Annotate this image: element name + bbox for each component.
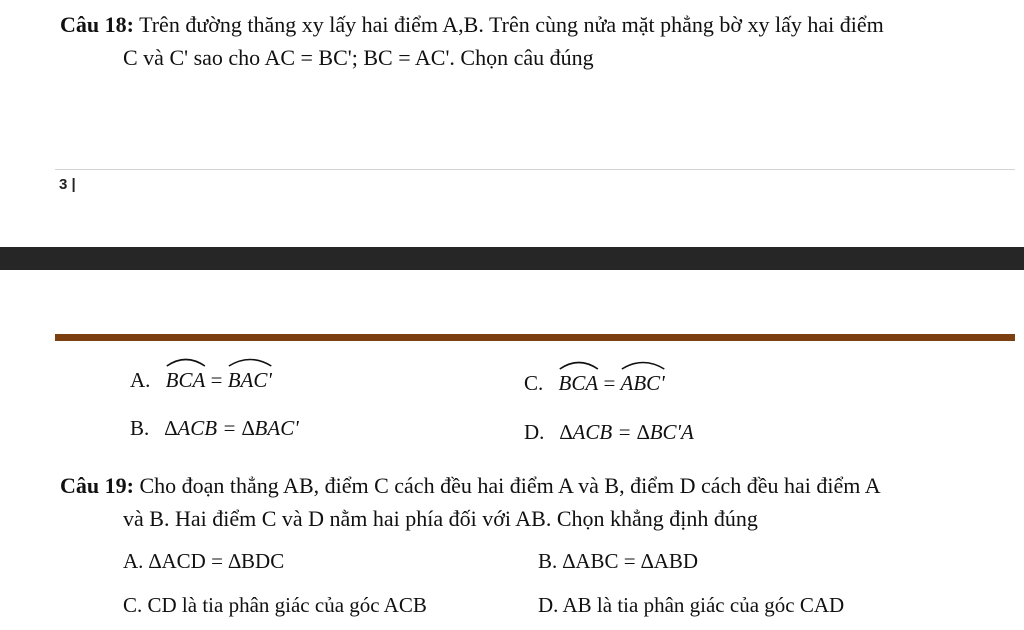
arc-mark-icon (228, 357, 272, 367)
q18-option-a-right-angle: BAC' (228, 364, 272, 394)
q18-option-a-letter: A. (130, 368, 151, 392)
q18-option-c-right-angle: ABC' (621, 367, 665, 397)
q18-option-d-letter: D. (524, 420, 545, 444)
question-19-label: Câu 19: (60, 473, 134, 498)
dark-band (0, 247, 1024, 270)
q18-option-c-letter: C. (524, 371, 544, 395)
q19-option-c[interactable]: C. CD là tia phân giác của góc ACB (123, 593, 427, 617)
q18-option-d-text: ∆ACB = ∆BC'A (559, 420, 694, 444)
question-19-line1: Cho đoạn thẳng AB, điểm C cách đều hai điểm A và B, điểm D cách đều hai điểm A (139, 473, 881, 498)
q19-option-a[interactable]: A. ∆ACD = ∆BDC (123, 549, 285, 573)
q18-option-a-left-angle: BCA (166, 364, 206, 394)
q18-option-c[interactable] (524, 367, 665, 397)
question-18-line2: C và C' sao cho AC = BC'; BC = AC'. Chọn câu đúng (123, 45, 594, 70)
q18-option-b-text: ∆ACB = ∆BAC' (164, 416, 299, 440)
q18-option-a[interactable] (130, 364, 272, 394)
arc-mark-icon (559, 360, 599, 370)
page-header-rule (55, 334, 1015, 341)
q19-option-d[interactable]: D. AB là tia phân giác của góc CAD (538, 593, 845, 617)
question-19 (60, 472, 881, 500)
q18-option-c-equals: = (603, 371, 616, 395)
arc-mark-icon (621, 360, 665, 370)
question-18 (60, 11, 884, 39)
page-number: 3 | (59, 176, 76, 193)
page-divider (55, 169, 1015, 170)
q18-option-b[interactable] (130, 414, 299, 442)
q18-option-d[interactable] (524, 418, 694, 446)
question-18-label: Câu 18: (60, 12, 134, 37)
arc-mark-icon (166, 357, 206, 367)
q19-option-b[interactable]: B. ∆ABC = ∆ABD (538, 549, 699, 573)
question-18-line1: Trên đường thăng xy lấy hai điểm A,B. Trên cùng nửa mặt phẳng bờ xy lấy hai điểm (139, 12, 884, 37)
question-19-line2: và B. Hai điểm C và D nằm hai phía đối với AB. Chọn khẳng định đúng (123, 506, 758, 531)
q18-option-a-equals: = (210, 368, 223, 392)
q18-option-b-letter: B. (130, 416, 150, 440)
q18-option-c-left-angle: BCA (559, 367, 599, 397)
